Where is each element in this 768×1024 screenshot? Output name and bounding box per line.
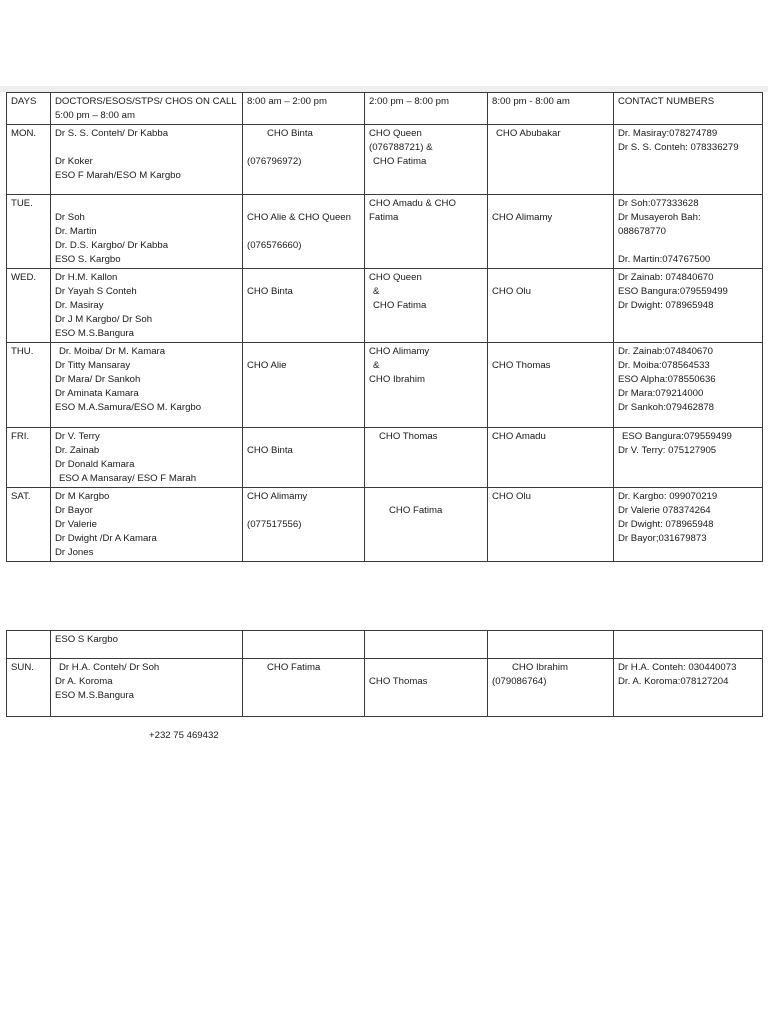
shift-morning-cell: CHO Alie [243, 343, 365, 428]
shift-morning-cell: CHO Binta [243, 269, 365, 343]
doctors-cell: Dr M Kargbo Dr Bayor Dr Valerie Dr Dwight /Dr A Kamara Dr Jones [51, 488, 243, 562]
contacts-cell: Dr H.A. Conteh: 030440073 Dr. A. Koroma:078127204 [614, 659, 763, 717]
doctors-cell: Dr Soh Dr. Martin Dr. D.S. Kargbo/ Dr Kabba ESO S. Kargbo [51, 195, 243, 269]
row-thursday [7, 343, 763, 428]
header-shift-night: 8:00 pm - 8:00 am [488, 93, 614, 125]
shift-night-cell: CHO Abubakar [488, 125, 614, 195]
contacts-cell: Dr. Kargbo: 099070219 Dr Valerie 078374264 Dr Dwight: 078965948 Dr Bayor;031679873 [614, 488, 763, 562]
on-call-roster-continued-table [6, 630, 763, 717]
shift-night-cell: CHO Amadu [488, 428, 614, 488]
shift-afternoon-cell [365, 631, 488, 659]
row-sunday [7, 659, 763, 717]
shift-afternoon-cell: CHO Fatima [365, 488, 488, 562]
row-wednesday [7, 269, 763, 343]
day-cell: MON. [7, 125, 51, 195]
shift-afternoon-cell: CHO Thomas [365, 428, 488, 488]
shift-night-cell: CHO Olu [488, 488, 614, 562]
doctors-cell: Dr S. S. Conteh/ Dr Kabba Dr Koker ESO F Marah/ESO M Kargbo [51, 125, 243, 195]
doctors-cell: Dr V. Terry Dr. Zainab Dr Donald Kamara ESO A Mansaray/ ESO F Marah [51, 428, 243, 488]
row-monday [7, 125, 763, 195]
contacts-cell: Dr. Masiray:078274789 Dr S. S. Conteh: 078336279 [614, 125, 763, 195]
day-cell [7, 631, 51, 659]
shift-night-cell: CHO Alimamy [488, 195, 614, 269]
shift-morning-cell: CHO Alie & CHO Queen (076576660) [243, 195, 365, 269]
shift-morning-cell [243, 631, 365, 659]
shift-night-cell: CHO Thomas [488, 343, 614, 428]
header-contacts: CONTACT NUMBERS [614, 93, 763, 125]
day-cell: TUE. [7, 195, 51, 269]
contacts-cell: ESO Bangura:079559499 Dr V. Terry: 075127905 [614, 428, 763, 488]
shift-morning-cell: CHO Binta (076796972) [243, 125, 365, 195]
on-call-roster-table [6, 92, 763, 562]
day-cell: SUN. [7, 659, 51, 717]
day-cell: SAT. [7, 488, 51, 562]
shift-night-cell: CHO Olu [488, 269, 614, 343]
header-doctors: DOCTORS/ESOS/STPS/ CHOS ON CALL 5:00 pm – 8:00 am [51, 93, 243, 125]
shift-morning-cell: CHO Fatima [243, 659, 365, 717]
row-saturday-continued [7, 631, 763, 659]
header-shift-morning: 8:00 am – 2:00 pm [243, 93, 365, 125]
header-shift-afternoon: 2:00 pm – 8:00 pm [365, 93, 488, 125]
doctors-cell: Dr H.M. Kallon Dr Yayah S Conteh Dr. Masiray Dr J M Kargbo/ Dr Soh ESO M.S.Bangura [51, 269, 243, 343]
row-friday [7, 428, 763, 488]
contacts-cell: Dr Soh:077333628 Dr Musayeroh Bah: 088678770 Dr. Martin:074767500 [614, 195, 763, 269]
shift-night-cell: CHO Ibrahim (079086764) [488, 659, 614, 717]
day-cell: FRI. [7, 428, 51, 488]
footer-phone-number: +232 75 469432 [149, 730, 219, 741]
shift-afternoon-cell: CHO Alimamy & CHO Ibrahim [365, 343, 488, 428]
shift-afternoon-cell: CHO Queen (076788721) & CHO Fatima [365, 125, 488, 195]
doctors-cell: Dr. Moiba/ Dr M. Kamara Dr Titty Mansaray Dr Mara/ Dr Sankoh Dr Aminata Kamara ESO M.A.Samura/ESO M. Kargbo [51, 343, 243, 428]
shift-afternoon-cell: CHO Queen & CHO Fatima [365, 269, 488, 343]
header-row [7, 93, 763, 125]
contacts-cell [614, 631, 763, 659]
header-days: DAYS [7, 93, 51, 125]
row-tuesday [7, 195, 763, 269]
doctors-cell: ESO S Kargbo [51, 631, 243, 659]
day-cell: WED. [7, 269, 51, 343]
shift-afternoon-cell: CHO Thomas [365, 659, 488, 717]
row-saturday [7, 488, 763, 562]
shift-morning-cell: CHO Alimamy (077517556) [243, 488, 365, 562]
day-cell: THU. [7, 343, 51, 428]
shift-afternoon-cell: CHO Amadu & CHO Fatima [365, 195, 488, 269]
shift-night-cell [488, 631, 614, 659]
doctors-cell: Dr H.A. Conteh/ Dr Soh Dr A. Koroma ESO M.S.Bangura [51, 659, 243, 717]
contacts-cell: Dr. Zainab:074840670 Dr. Moiba:078564533 ESO Alpha:078550636 Dr Mara:079214000 Dr Sankoh:079462878 [614, 343, 763, 428]
contacts-cell: Dr Zainab: 074840670 ESO Bangura:079559499 Dr Dwight: 078965948 [614, 269, 763, 343]
shift-morning-cell: CHO Binta [243, 428, 365, 488]
